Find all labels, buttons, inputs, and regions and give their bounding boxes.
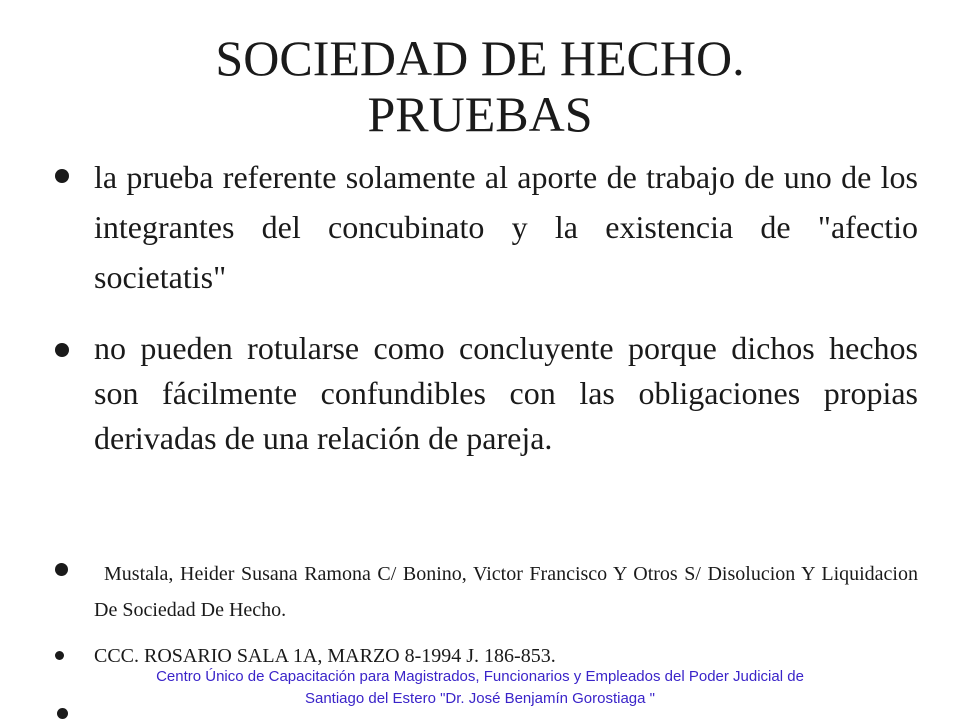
slide-footer: [40, 666, 920, 710]
footer-line-1: Centro Único de Capacitación para Magistrados, Funcionarios y Empleados del Poder Judicial de: [156, 668, 804, 685]
title-line-2: PRUEBAS: [367, 86, 593, 142]
bullet-text: no pueden rotularse como concluyente porque dichos hechos son fácilmente confundibles con las obligaciones propias derivadas de una relación de pareja.: [94, 330, 918, 456]
bullet-dot-icon: [55, 343, 69, 357]
title-line-1: SOCIEDAD DE HECHO.: [215, 30, 745, 86]
slide-title: [60, 30, 900, 142]
bullet-text: la prueba referente solamente al aporte de trabajo de uno de los integrantes del concubinato y la existencia de "afectio societatis": [94, 159, 918, 295]
bullet-dot-icon: [55, 651, 64, 660]
court-reference-text: CCC. ROSARIO SALA 1A, MARZO 8-1994 J. 186-853.: [94, 645, 556, 667]
bullet-dot-icon: [55, 169, 69, 183]
citation-text: Mustala, Heider Susana Ramona C/ Bonino, Victor Francisco Y Otros S/ Disolucion Y Liquidacion De Sociedad De Hecho.: [94, 563, 918, 621]
footer-line-2: Santiago del Estero "Dr. José Benjamín Gorostiaga ": [304, 690, 655, 707]
bullet-dot-icon: [55, 563, 68, 576]
